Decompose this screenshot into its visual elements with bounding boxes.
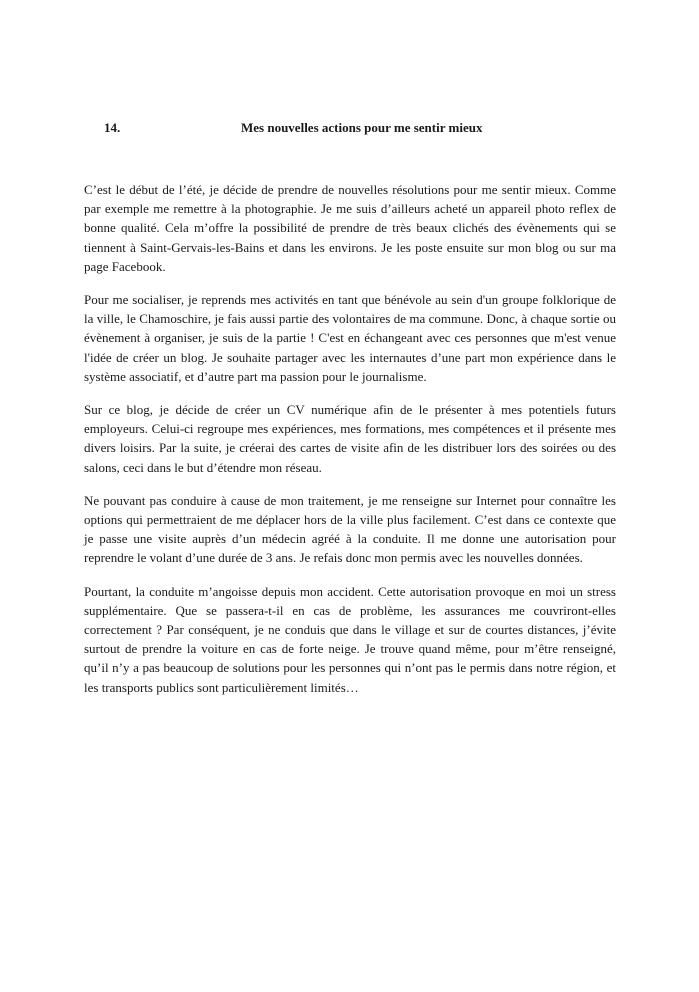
body-text (84, 180, 616, 711)
paragraph-2: Pour me socialiser, je reprends mes activités en tant que bénévole au sein d'un groupe folklorique de la ville, le Chamoschire, je fais aussi partie des volontaires de ma commune. Donc, à chaque sortie ou évènement à organiser, je suis de la partie ! C'est en échangeant avec ces personnes que m'est venue l'idée de créer un blog. Je souhaite partager avec les internautes d’une part mon expérience dans le système associatif, et d’autre part ma passion pour le journalisme. (84, 292, 616, 384)
section-number: 14. (104, 120, 121, 135)
section-heading (104, 119, 594, 137)
paragraph-4: Ne pouvant pas conduire à cause de mon traitement, je me renseigne sur Internet pour connaître les options qui permettraient de me déplacer hors de la ville plus facilement. C’est dans ce contexte que je passe une visite auprès d’un médecin agréé à la conduite. Il me donne une autorisation pour reprendre le volant d’une durée de 3 ans. Je refais donc mon permis avec les nouvelles données. (84, 492, 616, 566)
paragraph-3: Sur ce blog, je décide de créer un CV numérique afin de le présenter à mes potentiels futurs employeurs. Celui-ci regroupe mes expériences, mes formations, mes compétences et il présente mes divers loisirs. Par la suite, je créerai des cartes de visite afin de les distribuer lors des soirées ou des salons, ceci dans le but d’étendre mon réseau. (84, 402, 616, 475)
paragraph-1: C’est le début de l’été, je décide de prendre de nouvelles résolutions pour me sentir mieux. Comme par exemple me remettre à la photographie. Je me suis d’ailleurs acheté un appareil photo reflex de bonne qualité. Cela m’offre la possibilité de prendre de très beaux clichés des évènements qui se tiennent à Saint-Gervais-les-Bains et dans les environs. Je les poste ensuite sur mon blog ou sur ma page Facebook. (84, 182, 616, 274)
section-title: Mes nouvelles actions pour me sentir mieux (241, 120, 483, 135)
paragraph-5: Pourtant, la conduite m’angoisse depuis mon accident. Cette autorisation provoque en moi un stress supplémentaire. Que se passera-t-il en cas de problème, les assurances me couvriront-elles correctement ? Par conséquent, je ne conduis que dans le village et sur de courtes distances, j’évite surtout de prendre la voiture en cas de forte neige. Je trouve quand même, pour m’être renseigné, qu’il n’y a pas beaucoup de solutions pour les personnes qui n’ont pas le permis dans notre région, et les transports publics sont particulièrement limités… (84, 583, 616, 695)
